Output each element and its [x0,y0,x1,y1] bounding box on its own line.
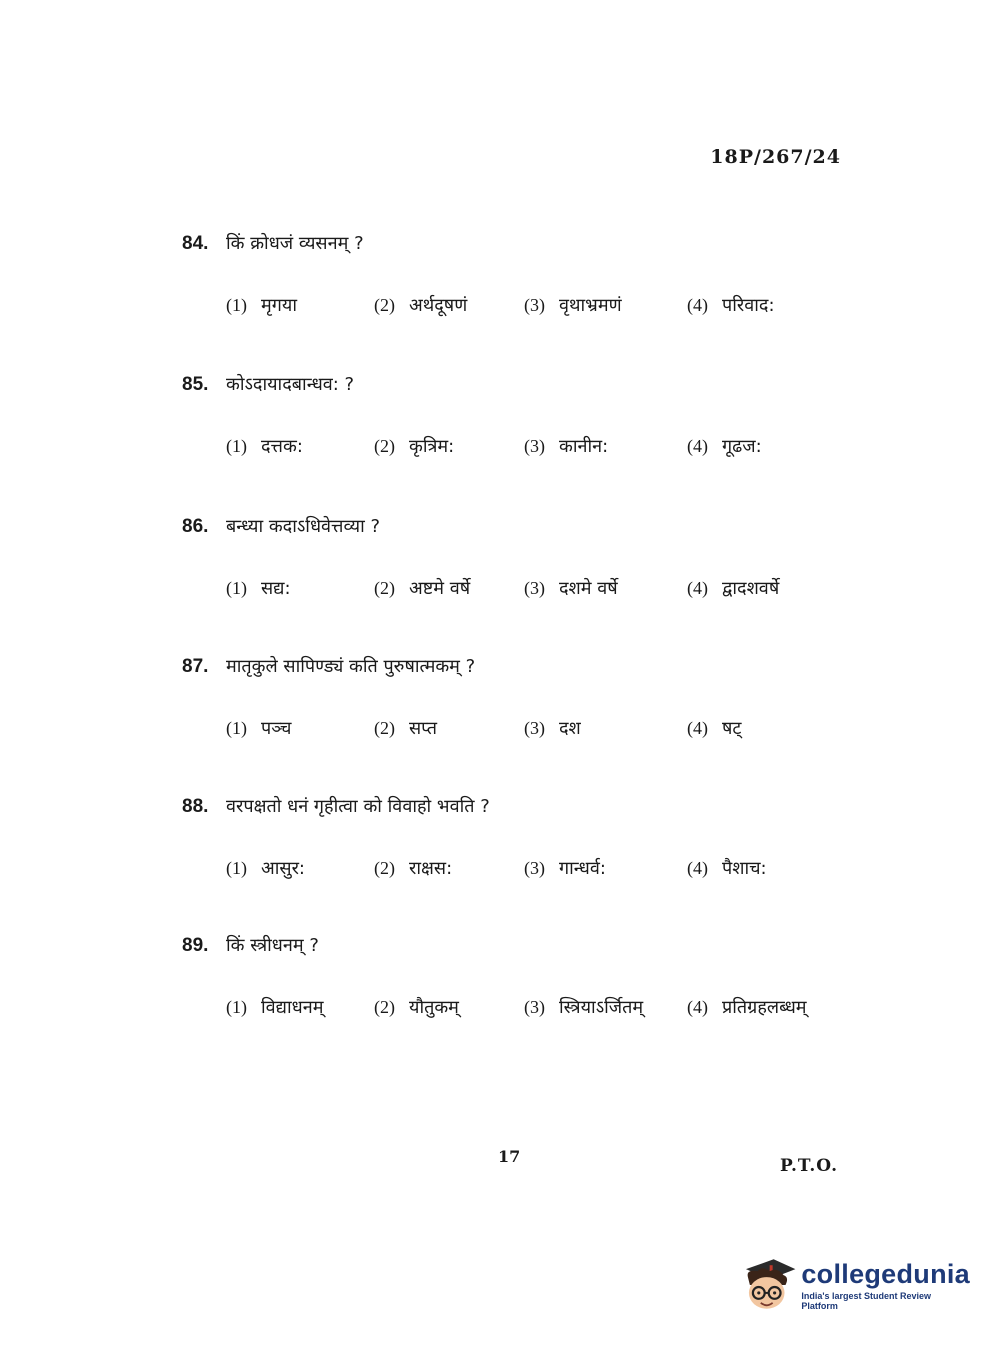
option-3 [524,293,622,317]
option-number: (2) [374,295,395,315]
question-text: बन्ध्या कदाऽधिवेत्तव्या ? [226,516,381,537]
option-2 [374,716,437,740]
watermark-logo [740,1250,970,1320]
option-number: (1) [226,436,247,456]
option-4 [687,434,762,458]
option-number: (3) [524,718,545,738]
option-text: पैशाच: [722,858,767,879]
option-text: दशमे वर्षे [559,578,618,599]
option-number: (4) [687,295,708,315]
option-number: (1) [226,858,247,878]
option-number: (3) [524,436,545,456]
question-text: मातृकुले सापिण्ड्यं कति पुरुषात्मकम् ? [226,656,476,677]
option-text: द्वादशवर्षे [722,578,780,599]
pto-label: P.T.O. [780,1156,838,1176]
option-number: (3) [524,997,545,1017]
option-text: आसुर: [261,858,305,879]
option-text: परिवाद: [722,295,775,316]
option-text: गूढज: [722,436,762,457]
option-text: विद्याधनम् [261,997,324,1018]
option-2 [374,576,470,600]
option-2 [374,995,459,1019]
option-1 [226,576,291,600]
option-3 [524,576,618,600]
question-88 [182,794,862,886]
question-84 [182,231,862,323]
option-number: (4) [687,718,708,738]
question-text: वरपक्षतो धनं गृहीत्वा को विवाहो भवति ? [226,796,490,817]
question-text: किं क्रोधजं व्यसनम् ? [226,233,364,254]
option-3 [524,434,608,458]
option-text: गान्धर्व: [559,858,606,879]
option-text: सद्य: [261,578,291,599]
option-text: मृगया [261,295,297,316]
option-4 [687,293,775,317]
option-number: (1) [226,997,247,1017]
option-text: षट् [722,718,742,739]
option-number: (2) [374,997,395,1017]
options-list [182,856,862,886]
option-number: (3) [524,858,545,878]
logo-text [801,1259,970,1311]
option-text: कानीन: [559,436,609,457]
option-text: प्रतिग्रहलब्धम् [722,997,807,1018]
option-number: (1) [226,578,247,598]
option-number: (2) [374,578,395,598]
option-1 [226,856,305,880]
question-number: 89. [182,935,209,956]
option-number: (2) [374,718,395,738]
option-number: (3) [524,295,545,315]
option-number: (1) [226,295,247,315]
option-3 [524,716,581,740]
option-4 [687,576,779,600]
option-text: पञ्च [261,718,292,739]
option-4 [687,716,741,740]
option-text: दत्तक: [261,436,303,457]
option-text: सप्त [409,718,437,739]
option-number: (2) [374,858,395,878]
question-number: 86. [182,516,209,537]
option-text: यौतुकम् [409,997,459,1018]
question-text: किं स्त्रीधनम् ? [226,935,319,956]
option-1 [226,434,303,458]
option-4 [687,856,767,880]
option-number: (1) [226,718,247,738]
question-85 [182,372,862,464]
options-list [182,716,862,746]
option-number: (3) [524,578,545,598]
option-number: (4) [687,436,708,456]
question-number: 88. [182,796,209,817]
question-87 [182,654,862,746]
option-text: वृथाभ्रमणं [559,295,622,316]
option-number: (4) [687,997,708,1017]
question-number: 85. [182,374,209,395]
options-list [182,995,862,1025]
paper-code: 18P/267/24 [710,146,841,168]
option-number: (4) [687,858,708,878]
options-list [182,576,862,606]
option-2 [374,434,454,458]
option-2 [374,293,467,317]
options-list [182,434,862,464]
option-1 [226,716,291,740]
logo-name: collegedunia [801,1259,970,1289]
option-3 [524,995,643,1019]
question-text: कोऽदायादबान्धव: ? [226,374,355,395]
question-number: 87. [182,656,209,677]
option-2 [374,856,452,880]
question-number: 84. [182,233,209,254]
option-3 [524,856,606,880]
option-text: स्त्रियाऽर्जितम् [559,997,644,1018]
option-text: दश [559,718,581,739]
option-text: कृत्रिम: [409,436,455,457]
options-list [182,293,862,323]
student-mascot-icon [740,1255,797,1315]
logo-tagline: India's largest Student Review Platform [801,1291,932,1311]
option-number: (4) [687,578,708,598]
option-text: राक्षस: [409,858,453,879]
option-number: (2) [374,436,395,456]
question-86 [182,514,862,606]
option-1 [226,293,297,317]
option-text: अर्थदूषणं [409,295,468,316]
option-4 [687,995,807,1019]
page-number: 17 [498,1147,521,1166]
question-89 [182,933,862,1025]
option-1 [226,995,324,1019]
option-text: अष्टमे वर्षे [409,578,471,599]
